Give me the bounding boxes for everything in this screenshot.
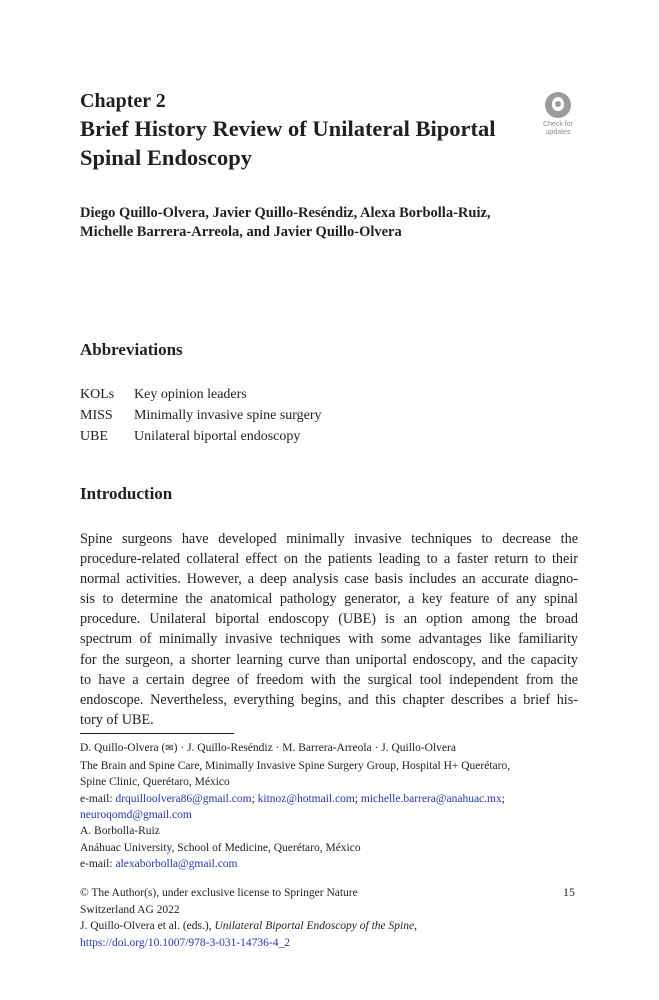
author-list	[80, 204, 580, 242]
abbreviation-item	[80, 405, 322, 426]
doi-link[interactable]: https://doi.org/10.1007/978-3-031-14736-4_2	[80, 936, 290, 949]
footnote-divider	[80, 733, 234, 734]
email-link[interactable]: michelle.barrera@anahuac.mx	[360, 792, 502, 805]
footnote-authors	[80, 740, 580, 758]
footnote-email-line	[80, 807, 580, 824]
author-line-2: Michelle Barrera-Arreola, and Javier Quillo-Olvera	[80, 224, 402, 240]
paragraph-line: to have a certain degree of freedom with the surgical tool independent from the	[80, 671, 578, 688]
paragraph-line: Spine surgeons have developed minimally invasive techniques to decrease the	[80, 531, 578, 547]
abbreviation-value: Key opinion leaders	[134, 387, 247, 402]
citation-text: ,	[414, 920, 417, 932]
paragraph-line: procedure. Unilateral biportal endoscopy (UBE) is an option among the broad	[80, 611, 578, 628]
footnote-affiliation-line: Spine Clinic, Querétaro, México	[80, 776, 230, 788]
chapter-label: Chapter 2	[80, 90, 166, 112]
crossmark-icon	[545, 92, 571, 118]
paragraph-line: tory of UBE.	[80, 711, 154, 728]
email-prefix: e-mail:	[80, 792, 116, 805]
book-title: Unilateral Biportal Endoscopy of the Spine	[214, 920, 415, 932]
footnote-affiliation-2	[80, 823, 580, 873]
abbreviations-heading: Abbreviations	[80, 340, 183, 359]
footnote-author: A. Borbolla-Ruiz	[80, 825, 160, 837]
footnote-affiliation-1	[80, 740, 580, 824]
chapter-title-line-2: Spinal Endoscopy	[80, 145, 252, 170]
paragraph-line: normal activities. However, a deep analysis case basis includes an accurate diagno-	[80, 571, 578, 588]
abbreviation-item	[80, 384, 322, 405]
footnote-author-text: D. Quillo-Olvera (	[80, 742, 166, 754]
email-link[interactable]: neuroqomd@gmail.com	[80, 809, 192, 821]
introduction-paragraph	[80, 529, 578, 730]
mail-icon[interactable]: ✉	[165, 743, 174, 754]
badge-line-2: updates	[545, 129, 571, 136]
copyright-line: Switzerland AG 2022	[80, 903, 180, 916]
author-line-1: Diego Quillo-Olvera, Javier Quillo-Reséndiz, Alexa Borbolla-Ruiz,	[80, 205, 491, 221]
email-link[interactable]: alexaborbolla@gmail.com	[115, 858, 238, 870]
email-prefix: e-mail:	[80, 858, 116, 870]
abbreviation-key: UBE	[80, 429, 108, 444]
abbreviation-value: Minimally invasive spine surgery	[134, 408, 322, 423]
doi-line	[80, 935, 580, 952]
abbreviation-key: MISS	[80, 408, 113, 423]
footnote-affiliation-line: Anáhuac University, School of Medicine, Querétaro, México	[80, 841, 361, 854]
copyright-line: © The Author(s), under exclusive license to Springer Nature	[80, 887, 358, 899]
paragraph-line: for the surgeon, a shorter learning curve than uniportal endoscopy, and the capacity	[80, 651, 578, 668]
citation-text: J. Quillo-Olvera et al. (eds.),	[80, 920, 215, 932]
footnote-affiliation-line: The Brain and Spine Care, Minimally Invasive Spine Surgery Group, Hospital H+ Querétaro,	[80, 759, 511, 772]
paragraph-line: sis to determine the anatomical pathology generator, a key feature of any spinal	[80, 591, 578, 608]
footnote-email-line: e-mail: drquilloolvera86@gmail.com; kitnoz@hotmail.com; michelle.barrera@anahuac.mx;	[80, 792, 505, 805]
email-link[interactable]: drquilloolvera86@gmail.com	[115, 792, 252, 805]
badge-line-1: Check for	[543, 121, 573, 128]
email-link[interactable]: kitnoz@hotmail.com	[257, 792, 355, 805]
abbreviation-key: KOLs	[80, 387, 115, 402]
copyright-block	[80, 885, 580, 951]
chapter-title	[80, 114, 540, 172]
paragraph-line: procedure-related collateral effect on the patients leading to a faster return to their	[80, 551, 578, 568]
check-for-updates-label	[537, 121, 579, 137]
citation-line	[80, 918, 580, 935]
paragraph-line: spectrum of minimally invasive techniques with some advantages like familiarity	[80, 631, 578, 648]
paragraph-line: endoscope. Nevertheless, everything begins, and this chapter describes a brief his-	[80, 691, 578, 708]
abbreviation-item	[80, 426, 322, 447]
check-for-updates-badge[interactable]	[537, 92, 579, 144]
introduction-heading: Introduction	[80, 484, 173, 503]
footnote-author-text: ) · J. Quillo-Reséndiz · M. Barrera-Arreola · J. Quillo-Olvera	[173, 742, 456, 754]
footnote-email-line	[80, 856, 580, 873]
page-number: 15	[563, 885, 575, 899]
abbreviations-list	[80, 384, 322, 447]
chapter-title-line-1: Brief History Review of Unilateral Biportal	[80, 116, 496, 141]
abbreviation-value: Unilateral biportal endoscopy	[134, 429, 301, 444]
